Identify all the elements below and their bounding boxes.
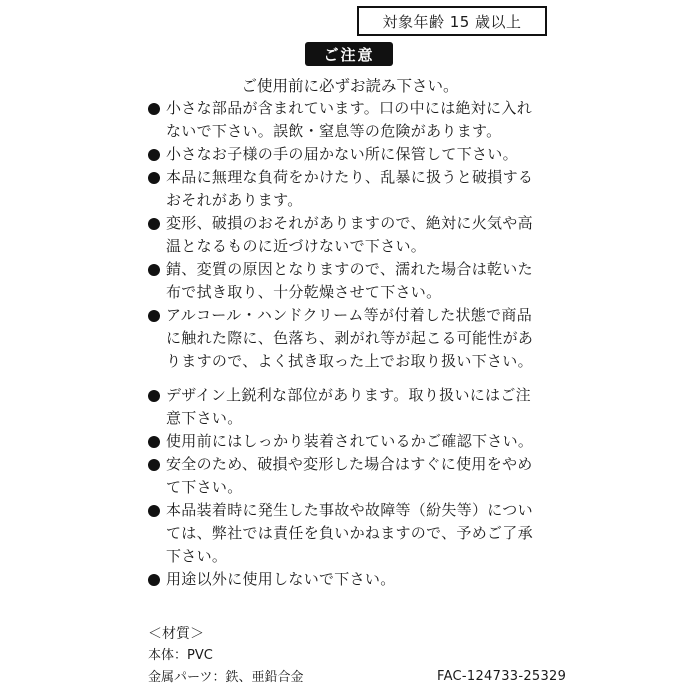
materials-metal: 金属パーツ：鉄、亜鉛合金 <box>148 670 304 685</box>
warning-item <box>148 304 568 373</box>
warning-item <box>148 258 568 304</box>
warning-item <box>148 384 568 430</box>
lead-text: ご使用前に必ずお読み下さい。 <box>241 77 459 95</box>
bullet-icon <box>148 218 160 230</box>
warning-text: 小さな部品が含まれています。口の中には絶対に入れ ないで下さい。誤飲・窒息等の危険があります。 <box>166 99 533 140</box>
warning-text: 変形、破損のおそれがありますので、絶対に火気や高 温となるものに近づけないで下さい。 <box>166 214 533 255</box>
age-rating-box: 対象年齢 15 歳以上 <box>357 6 547 36</box>
product-code: FAC-124733-25329 <box>437 669 567 684</box>
materials-heading: ＜材質＞ <box>148 626 204 642</box>
bullet-icon <box>148 574 160 586</box>
warning-item <box>148 166 568 212</box>
bullet-icon <box>148 459 160 471</box>
materials-section <box>148 623 448 689</box>
materials-body: 本体：PVC <box>148 648 213 663</box>
warning-list <box>148 97 568 591</box>
warning-text: 使用前にはしっかり装着されているかご確認下さい。 <box>166 432 534 450</box>
notice-title: ご注意 <box>305 42 393 66</box>
warning-text: デザイン上鋭利な部位があります。取り扱いにはご注 意下さい。 <box>166 386 531 427</box>
bullet-icon <box>148 310 160 322</box>
warning-item <box>148 212 568 258</box>
warning-text: 用途以外に使用しないで下さい。 <box>166 570 396 588</box>
warning-text: 本品装着時に発生した事故や故障等（紛失等）につい ては、弊社では責任を負いかねますので、予めご了承 下さい。 <box>166 501 533 565</box>
warning-item <box>148 453 568 499</box>
bullet-icon <box>148 172 160 184</box>
bullet-icon <box>148 264 160 276</box>
warning-item <box>148 97 568 143</box>
warning-text: 錆、変質の原因となりますので、濡れた場合は乾いた 布で拭き取り、十分乾燥させて下さい。 <box>166 260 533 301</box>
warning-text: 本品に無理な負荷をかけたり、乱暴に扱うと破損する おそれがあります。 <box>166 168 534 209</box>
warning-item <box>148 568 568 591</box>
bullet-icon <box>148 436 160 448</box>
warning-text: 小さなお子様の手の届かない所に保管して下さい。 <box>166 145 518 163</box>
warning-item <box>148 143 568 166</box>
bullet-icon <box>148 149 160 161</box>
bullet-icon <box>148 505 160 517</box>
spacer <box>148 373 568 384</box>
warning-text: 安全のため、破損や変形した場合はすぐに使用をやめ て下さい。 <box>166 455 533 496</box>
bullet-icon <box>148 390 160 402</box>
warning-item <box>148 430 568 453</box>
warning-text: アルコール・ハンドクリーム等が付着した状態で商品 に触れた際に、色落ち、剥がれ等が起こる可能性があ りますので、よく拭き取った上でお取り扱い下さい。 <box>166 306 534 370</box>
bullet-icon <box>148 103 160 115</box>
warning-item <box>148 499 568 568</box>
